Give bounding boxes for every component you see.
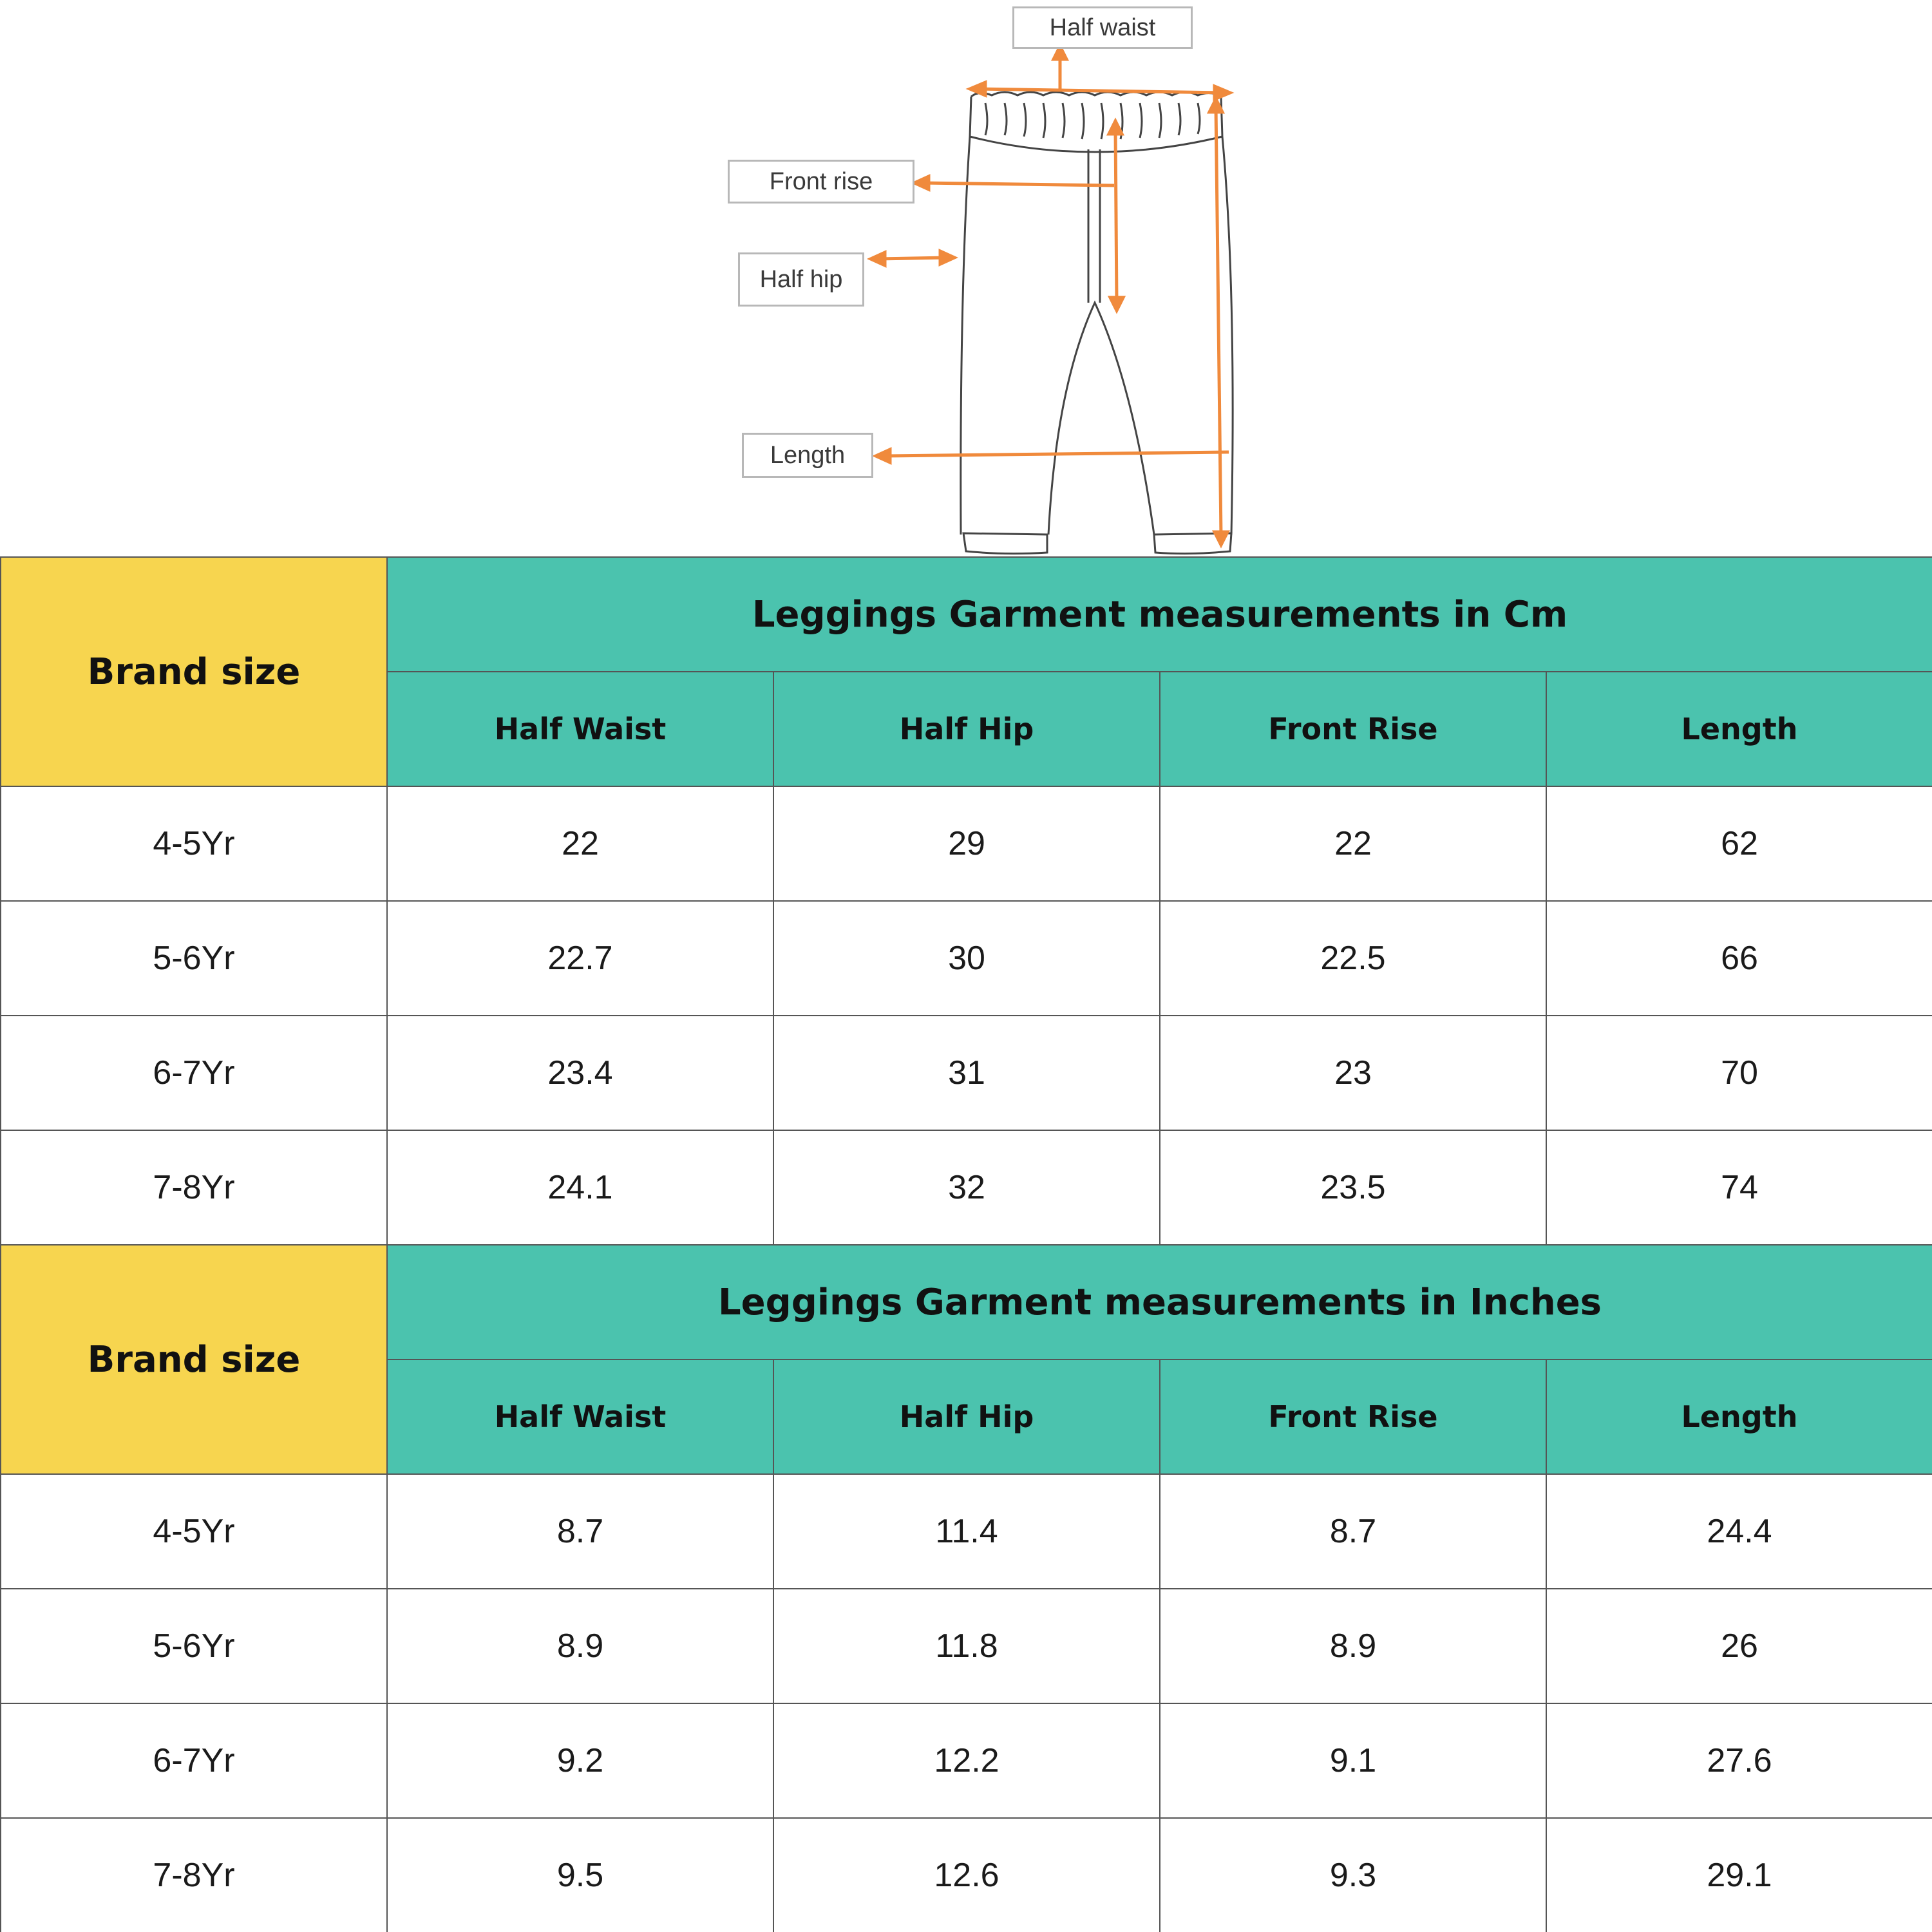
brand-size-header: Brand size bbox=[1, 1245, 387, 1474]
value-cell: 22.5 bbox=[1160, 901, 1546, 1016]
size-cell: 5-6Yr bbox=[1, 901, 387, 1016]
value-cell: 24.4 bbox=[1546, 1474, 1932, 1589]
front-rise-label: Front rise bbox=[728, 160, 914, 204]
value-cell: 8.7 bbox=[387, 1474, 773, 1589]
value-cell: 74 bbox=[1546, 1130, 1932, 1245]
size-cell: 4-5Yr bbox=[1, 1474, 387, 1589]
value-cell: 29 bbox=[773, 786, 1160, 901]
value-cell: 31 bbox=[773, 1016, 1160, 1130]
value-cell: 11.4 bbox=[773, 1474, 1160, 1589]
value-cell: 11.8 bbox=[773, 1589, 1160, 1703]
table-row bbox=[1, 1703, 1932, 1818]
value-cell: 12.6 bbox=[773, 1818, 1160, 1932]
value-cell: 8.9 bbox=[1160, 1589, 1546, 1703]
column-header-length: Length bbox=[1546, 1359, 1932, 1474]
value-cell: 23.5 bbox=[1160, 1130, 1546, 1245]
table-row bbox=[1, 1130, 1932, 1245]
value-cell: 26 bbox=[1546, 1589, 1932, 1703]
table-row bbox=[1, 1818, 1932, 1932]
brand-size-header: Brand size bbox=[1, 557, 387, 786]
column-header-half-waist: Half Waist bbox=[387, 672, 773, 786]
table-title: Leggings Garment measurements in Cm bbox=[387, 557, 1932, 672]
value-cell: 62 bbox=[1546, 786, 1932, 901]
leggings-diagram bbox=[0, 0, 1932, 556]
column-header-front-rise: Front Rise bbox=[1160, 1359, 1546, 1474]
value-cell: 70 bbox=[1546, 1016, 1932, 1130]
length-label: Length bbox=[742, 433, 873, 478]
table-row bbox=[1, 901, 1932, 1016]
value-cell: 29.1 bbox=[1546, 1818, 1932, 1932]
size-cell: 7-8Yr bbox=[1, 1130, 387, 1245]
value-cell: 9.3 bbox=[1160, 1818, 1546, 1932]
table-row bbox=[1, 786, 1932, 901]
value-cell: 22 bbox=[1160, 786, 1546, 901]
value-cell: 66 bbox=[1546, 901, 1932, 1016]
size-table-cm bbox=[0, 556, 1932, 1245]
half-waist-label: Half waist bbox=[1012, 6, 1193, 49]
column-header-length: Length bbox=[1546, 672, 1932, 786]
table-row bbox=[1, 1016, 1932, 1130]
value-cell: 23 bbox=[1160, 1016, 1546, 1130]
column-header-half-waist: Half Waist bbox=[387, 1359, 773, 1474]
table-row bbox=[1, 1589, 1932, 1703]
value-cell: 8.9 bbox=[387, 1589, 773, 1703]
size-cell: 4-5Yr bbox=[1, 786, 387, 901]
value-cell: 32 bbox=[773, 1130, 1160, 1245]
value-cell: 22 bbox=[387, 786, 773, 901]
column-header-half-hip: Half Hip bbox=[773, 1359, 1160, 1474]
table-title: Leggings Garment measurements in Inches bbox=[387, 1245, 1932, 1359]
half-hip-label: Half hip bbox=[738, 252, 864, 307]
value-cell: 9.1 bbox=[1160, 1703, 1546, 1818]
value-cell: 30 bbox=[773, 901, 1160, 1016]
value-cell: 23.4 bbox=[387, 1016, 773, 1130]
leggings-illustration bbox=[0, 0, 1932, 556]
column-header-half-hip: Half Hip bbox=[773, 672, 1160, 786]
size-cell: 5-6Yr bbox=[1, 1589, 387, 1703]
size-cell: 6-7Yr bbox=[1, 1703, 387, 1818]
value-cell: 9.2 bbox=[387, 1703, 773, 1818]
value-cell: 8.7 bbox=[1160, 1474, 1546, 1589]
value-cell: 24.1 bbox=[387, 1130, 773, 1245]
value-cell: 9.5 bbox=[387, 1818, 773, 1932]
column-header-front-rise: Front Rise bbox=[1160, 672, 1546, 786]
value-cell: 12.2 bbox=[773, 1703, 1160, 1818]
size-cell: 6-7Yr bbox=[1, 1016, 387, 1130]
value-cell: 27.6 bbox=[1546, 1703, 1932, 1818]
size-cell: 7-8Yr bbox=[1, 1818, 387, 1932]
table-row bbox=[1, 1474, 1932, 1589]
value-cell: 22.7 bbox=[387, 901, 773, 1016]
size-table-inches bbox=[0, 1244, 1932, 1932]
